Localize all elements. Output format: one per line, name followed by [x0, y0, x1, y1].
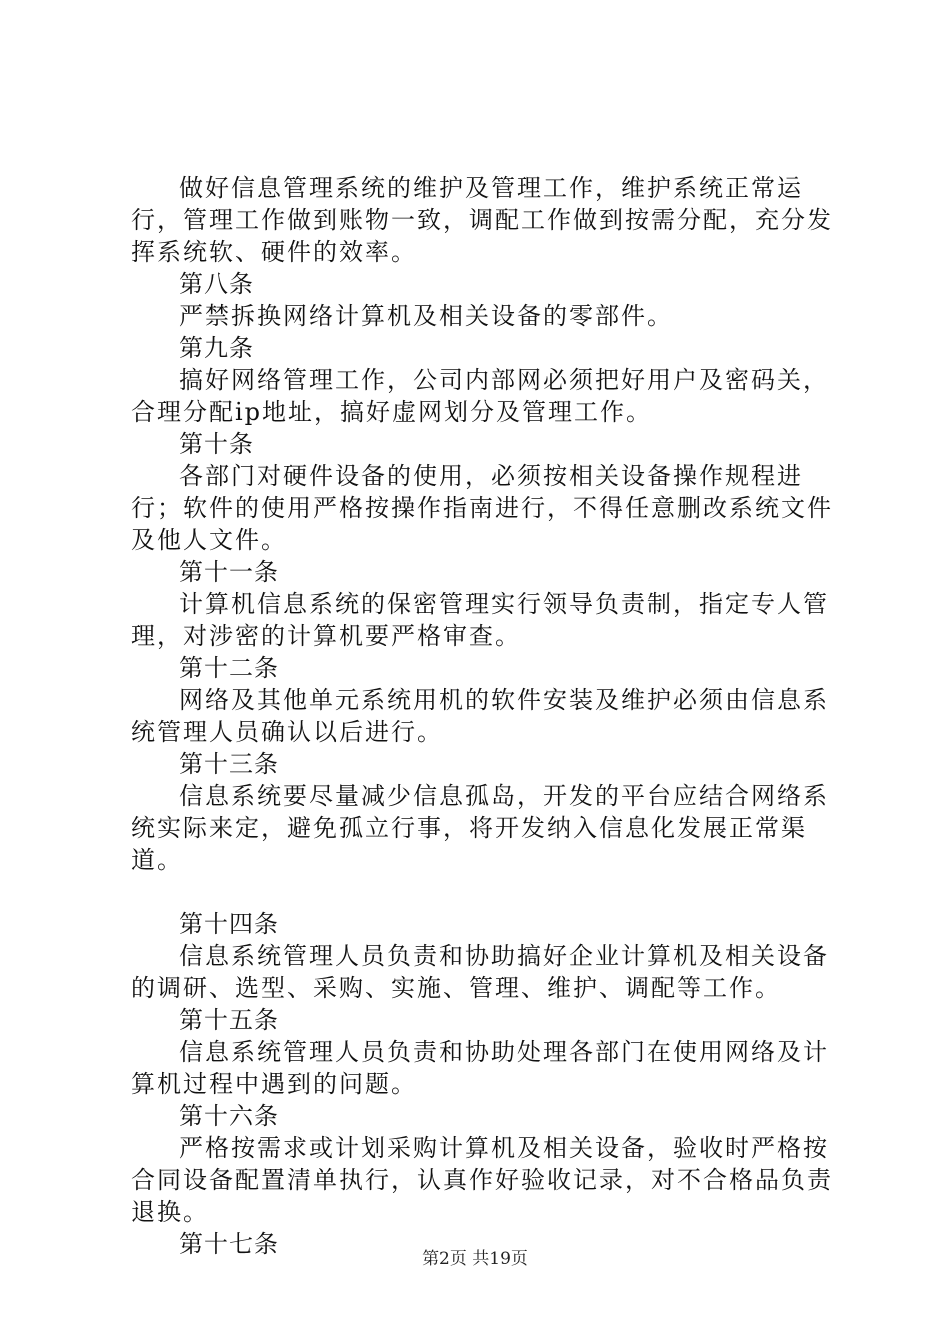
article-heading: 第九条: [179, 334, 254, 362]
article-paragraph: 做好信息管理系统的维护及管理工作，维护系统正常运行，管理工作做到账物一致，调配工作做到按需分配，充分发挥系统软、硬件的效率。: [131, 174, 833, 266]
article-heading: 第十条: [179, 430, 254, 458]
article-heading: 第十四条: [179, 910, 279, 938]
article-paragraph: 信息系统管理人员负责和协助处理各部门在使用网络及计算机过程中遇到的问题。: [131, 1038, 829, 1098]
article-heading: 第十三条: [179, 750, 279, 778]
article-heading: 第十二条: [179, 654, 279, 682]
article-heading: 第十七条: [179, 1230, 279, 1258]
blank-line: [131, 876, 841, 908]
article-paragraph: 网络及其他单元系统用机的软件安装及维护必须由信息系统管理人员确认以后进行。: [131, 686, 829, 746]
article-paragraph: 信息系统要尽量减少信息孤岛，开发的平台应结合网络系统实际来定，避免孤立行事，将开发纳入信息化发展正常渠道。: [131, 782, 829, 874]
document-body: [131, 172, 841, 1260]
article-paragraph: 严禁拆换网络计算机及相关设备的零部件。: [179, 302, 673, 330]
article-paragraph: 计算机信息系统的保密管理实行领导负责制，指定专人管理，对涉密的计算机要严格审查。: [131, 590, 829, 650]
article-heading: 第十六条: [179, 1102, 279, 1130]
article-heading: 第十一条: [179, 558, 279, 586]
article-paragraph: 搞好网络管理工作，公司内部网必须把好用户及密码关，合理分配ip地址，搞好虚网划分及管理工作。: [131, 366, 829, 426]
article-heading: 第十五条: [179, 1006, 279, 1034]
article-heading: 第八条: [179, 270, 254, 298]
article-paragraph: 信息系统管理人员负责和协助搞好企业计算机及相关设备的调研、选型、采购、实施、管理、维护、调配等工作。: [131, 942, 829, 1002]
article-paragraph: 严格按需求或计划采购计算机及相关设备，验收时严格按合同设备配置清单执行，认真作好验收记录，对不合格品负责退换。: [131, 1134, 833, 1226]
article-paragraph: 各部门对硬件设备的使用，必须按相关设备操作规程进行；软件的使用严格按操作指南进行，不得任意删改系统文件及他人文件。: [131, 462, 833, 554]
page-footer: 第2页 共19页: [422, 1249, 528, 1269]
